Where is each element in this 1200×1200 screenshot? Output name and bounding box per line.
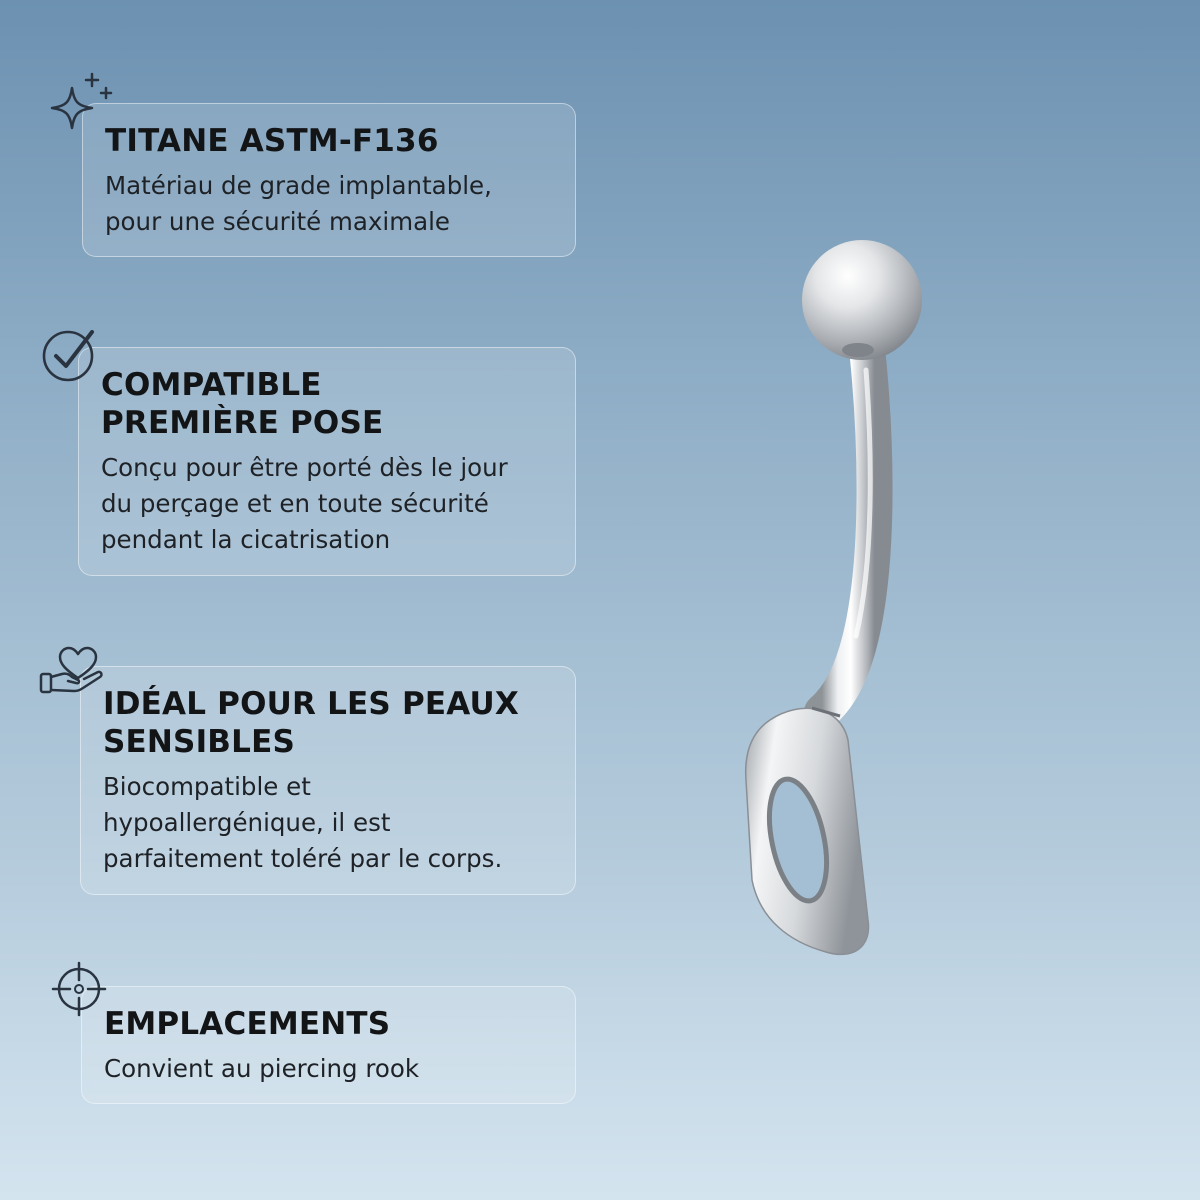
check-circle-icon: [40, 326, 102, 384]
feature-description: Matériau de grade implantable, pour une sécurité maximale: [105, 171, 492, 236]
crosshair-icon: [50, 960, 108, 1018]
feature-card-placement: [81, 986, 576, 1104]
feature-description: Convient au piercing rook: [104, 1054, 420, 1083]
feature-title: EMPLACEMENTS: [104, 1006, 391, 1042]
feature-card-sensitive-skin: [80, 666, 576, 895]
sparkles-icon: [44, 70, 118, 136]
feature-card-first-piercing: [78, 347, 576, 576]
feature-description: Biocompatible et hypoallergénique, il est parfaitement toléré par le corps.: [103, 772, 503, 873]
heart-hand-icon: [38, 644, 108, 698]
feature-title: COMPATIBLE PREMIÈRE POSE: [101, 367, 384, 441]
feature-title: IDÉAL POUR LES PEAUX SENSIBLES: [103, 686, 519, 760]
curved-barbell-piercing-image: [700, 240, 950, 970]
feature-card-titanium: [82, 103, 576, 257]
feature-title: TITANE ASTM-F136: [105, 123, 439, 159]
feature-description: Conçu pour être porté dès le jour du perçage et en toute sécurité pendant la cicatrisation: [101, 453, 508, 554]
